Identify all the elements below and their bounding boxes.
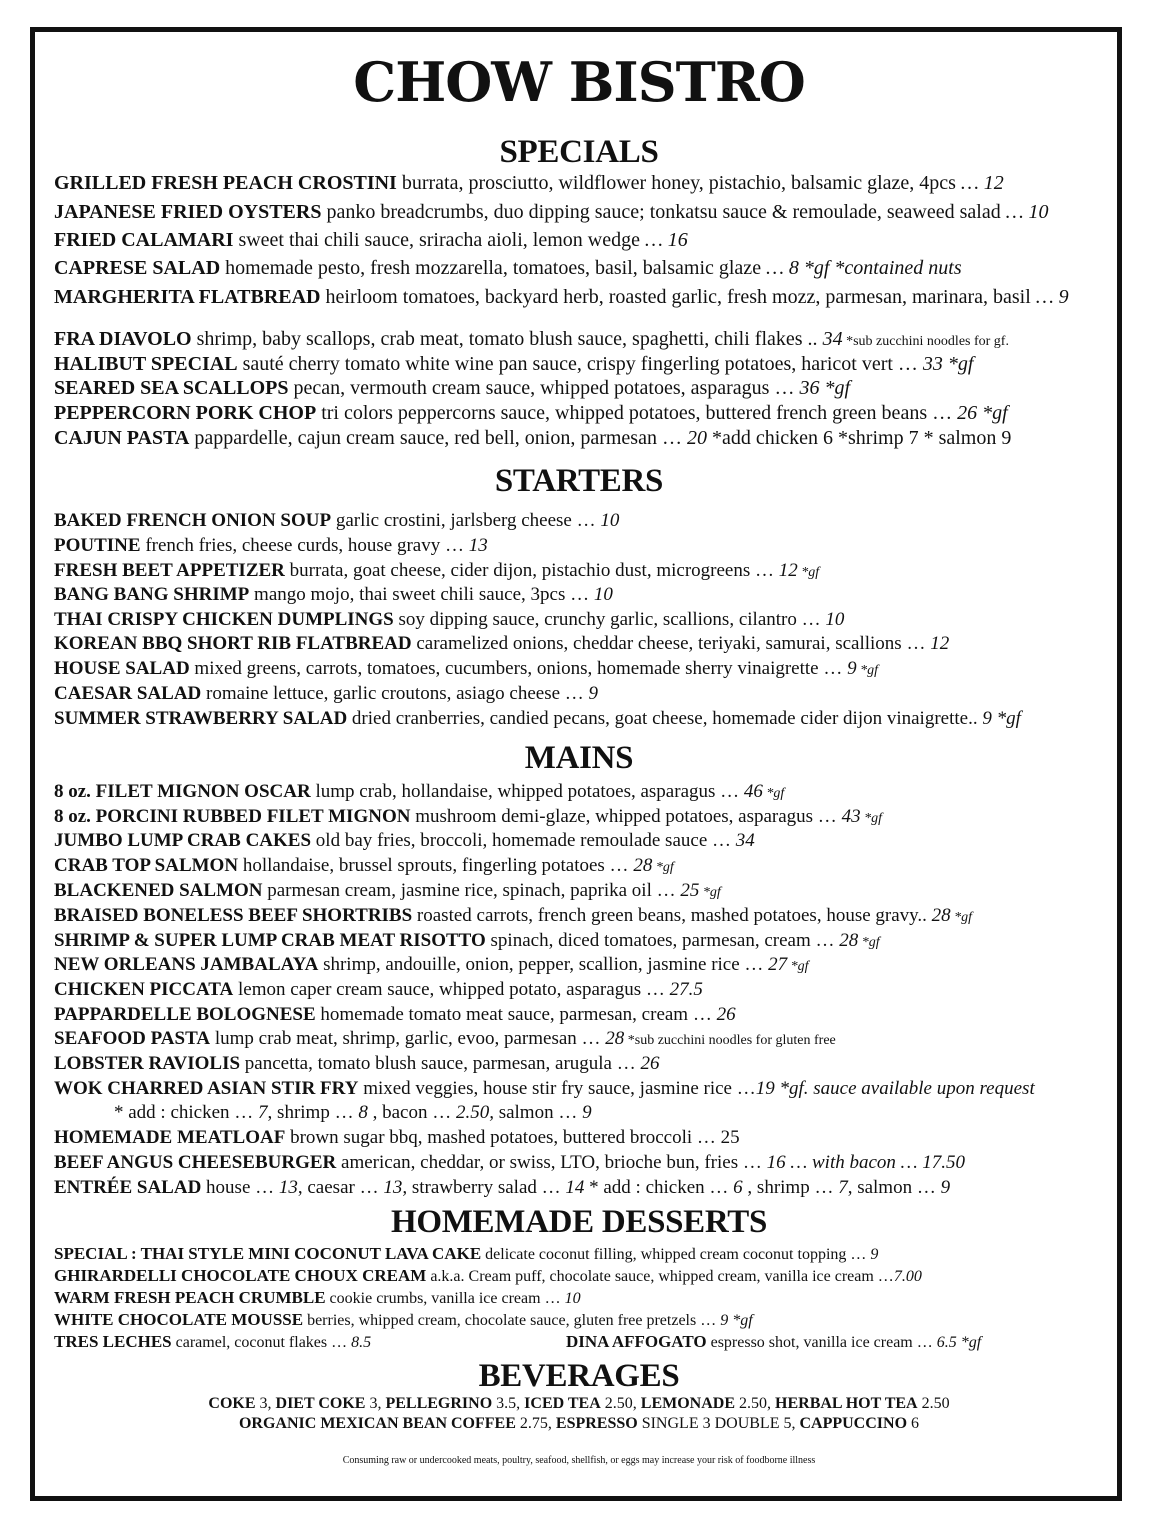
item-price: 28 bbox=[605, 1028, 625, 1049]
item-description: caramel, coconut flakes … bbox=[171, 1334, 352, 1351]
item-price: 46 bbox=[743, 781, 763, 802]
item-description: strawberry salad … bbox=[407, 1177, 566, 1198]
item-name: THAI CRISPY CHICKEN DUMPLINGS bbox=[54, 609, 394, 630]
item-note: *sub zucchini noodles for gluten free bbox=[624, 1033, 836, 1048]
item-name: HALIBUT SPECIAL bbox=[54, 353, 238, 375]
restaurant-title: CHOW BISTRO bbox=[353, 50, 805, 114]
addon-label: , shrimp … bbox=[267, 1102, 359, 1123]
item-price: 9 bbox=[847, 658, 857, 679]
item-price: 16 … with bacon … 17.50 bbox=[766, 1152, 966, 1173]
beverage-name: ORGANIC MEXICAN BEAN COFFEE bbox=[238, 1415, 516, 1432]
item-description: spinach, diced tomatoes, parmesan, cream … bbox=[485, 930, 840, 951]
item-name: 8 oz. FILET MIGNON OSCAR bbox=[54, 781, 311, 802]
gluten-free-mark: *gf bbox=[652, 860, 674, 875]
item-name: GHIRARDELLI CHOCOLATE CHOUX CREAM bbox=[54, 1266, 427, 1285]
item-name: PEPPERCORN PORK CHOP bbox=[54, 402, 317, 424]
item-name: WOK CHARRED ASIAN STIR FRY bbox=[54, 1078, 359, 1099]
item-description: american, cheddar, or swiss, LTO, brioche bun, fries … bbox=[336, 1152, 767, 1173]
beverage-name: DIET COKE bbox=[275, 1395, 366, 1412]
gluten-free-mark: *gf bbox=[858, 935, 880, 950]
menu-item bbox=[54, 200, 1049, 224]
item-name: CHICKEN PICCATA bbox=[54, 979, 234, 1000]
menu-item bbox=[54, 854, 674, 880]
addon-price: 8 bbox=[358, 1102, 368, 1123]
menu-item bbox=[54, 401, 1008, 425]
item-name: WARM FRESH PEACH CRUMBLE bbox=[54, 1288, 326, 1307]
item-description: homemade pesto, fresh mozzarella, tomatoes, basil, balsamic glaze bbox=[220, 257, 767, 279]
menu-item bbox=[54, 1003, 736, 1027]
item-description: mango mojo, thai sweet chili sauce, 3pcs … bbox=[249, 584, 594, 605]
item-price: 9 bbox=[588, 683, 599, 704]
menu-item bbox=[54, 953, 809, 979]
item-description: tri colors peppercorns sauce, whipped potatoes, buttered french green beans … bbox=[316, 402, 958, 424]
menu-item bbox=[54, 657, 878, 683]
item-description: , shrimp … bbox=[742, 1177, 839, 1198]
item-description: cookie crumbs, vanilla ice cream … bbox=[325, 1290, 565, 1307]
item-description: pappardelle, cajun cream sauce, red bell, onion, parmesan … bbox=[189, 427, 687, 449]
beverage-price: 2.50, bbox=[735, 1395, 776, 1412]
item-description: burrata, prosciutto, wildflower honey, pistachio, balsamic glaze, 4pcs bbox=[396, 172, 961, 194]
beverage-price: 2.50, bbox=[600, 1395, 641, 1412]
item-price: 27 bbox=[768, 954, 788, 975]
item-price: 36 *gf bbox=[799, 377, 851, 399]
item-name: WHITE CHOCOLATE MOUSSE bbox=[54, 1310, 304, 1329]
item-price: … 9 bbox=[1035, 286, 1069, 308]
beverage-name: PELLEGRINO bbox=[385, 1395, 493, 1412]
item-description: roasted carrots, french green beans, mashed potatoes, house gravy.. bbox=[412, 905, 932, 926]
menu-item bbox=[566, 1331, 981, 1353]
menu-item bbox=[54, 285, 1069, 309]
item-description: a.k.a. Cream puff, chocolate sauce, whipped cream, vanilla ice cream … bbox=[426, 1268, 894, 1285]
item-description: french fries, cheese curds, house gravy … bbox=[140, 535, 469, 556]
gluten-free-mark: *gf bbox=[860, 811, 882, 826]
item-description: , salmon … bbox=[847, 1177, 941, 1198]
menu-item bbox=[54, 1126, 740, 1150]
menu-item bbox=[54, 632, 949, 656]
item-description: lemon caper cream sauce, whipped potato, asparagus … bbox=[233, 979, 670, 1000]
beverage-name: CAPPUCCINO bbox=[799, 1415, 908, 1432]
item-name: CAESAR SALAD bbox=[54, 683, 202, 704]
menu-item bbox=[54, 1243, 878, 1265]
item-name: TRES LECHES bbox=[54, 1332, 172, 1351]
item-price: 26 bbox=[640, 1053, 660, 1074]
beverage-price: SINGLE 3 DOUBLE 5, bbox=[637, 1415, 800, 1432]
item-description: hollandaise, brussel sprouts, fingerling potatoes … bbox=[238, 855, 634, 876]
item-price: 13 bbox=[468, 535, 488, 556]
item-name: NEW ORLEANS JAMBALAYA bbox=[54, 954, 319, 975]
menu-item bbox=[54, 583, 613, 607]
beverage-name: COKE bbox=[208, 1395, 256, 1412]
item-description: garlic crostini, jarlsberg cheese … bbox=[331, 510, 601, 531]
beverage-name: HERBAL HOT TEA bbox=[775, 1395, 918, 1412]
item-name: POUTINE bbox=[54, 535, 141, 556]
item-name: LOBSTER RAVIOLIS bbox=[54, 1053, 241, 1074]
menu-item bbox=[54, 376, 850, 400]
item-price: 28 bbox=[839, 930, 859, 951]
item-price: … 10 bbox=[1005, 201, 1049, 223]
item-description: mushroom demi-glaze, whipped potatoes, asparagus … bbox=[410, 806, 842, 827]
addon-label: salmon … bbox=[493, 1102, 583, 1123]
item-description: burrata, goat cheese, cider dijon, pistachio dust, microgreens … bbox=[284, 560, 779, 581]
item-name: CRAB TOP SALMON bbox=[54, 855, 239, 876]
section-heading-desserts: HOMEMADE DESSERTS bbox=[390, 1204, 768, 1240]
item-description: espresso shot, vanilla ice cream … bbox=[706, 1334, 937, 1351]
item-name: 8 oz. PORCINI RUBBED FILET MIGNON bbox=[54, 806, 411, 827]
item-description: soy dipping sauce, crunchy garlic, scallions, cilantro … bbox=[393, 609, 826, 630]
menu-item bbox=[54, 707, 1021, 731]
item-price: 26 bbox=[716, 1004, 736, 1025]
item-price: 9 bbox=[870, 1246, 879, 1263]
gluten-free-mark: *gf bbox=[950, 910, 973, 925]
item-name: SUMMER STRAWBERRY SALAD bbox=[54, 708, 348, 729]
item-description: shrimp, baby scallops, crab meat, tomato blush sauce, spaghetti, chili flakes .. bbox=[191, 328, 823, 350]
item-name: JAPANESE FRIED OYSTERS bbox=[54, 201, 322, 223]
item-price: 20 bbox=[686, 427, 707, 449]
gluten-free-mark: *gf bbox=[856, 663, 878, 678]
item-description: * add : chicken … bbox=[584, 1177, 734, 1198]
item-description: house … bbox=[201, 1177, 279, 1198]
item-price: 8.5 bbox=[351, 1334, 372, 1351]
item-name: SHRIMP & SUPER LUMP CRAB MEAT RISOTTO bbox=[54, 930, 486, 951]
gluten-free-mark: *gf bbox=[797, 565, 820, 580]
item-name: FRESH BEET APPETIZER bbox=[54, 560, 285, 581]
item-description: romaine lettuce, garlic croutons, asiago cheese … bbox=[201, 683, 589, 704]
item-description: homemade tomato meat sauce, parmesan, cream … bbox=[315, 1004, 717, 1025]
gluten-free-mark: *gf bbox=[787, 959, 809, 974]
item-price: 28 bbox=[931, 905, 951, 926]
item-price: 10 bbox=[564, 1290, 581, 1307]
beverage-price: 3.5, bbox=[492, 1395, 525, 1412]
beverage-price: 3, bbox=[365, 1395, 386, 1412]
item-name: BLACKENED SALMON bbox=[54, 880, 263, 901]
item-description: old bay fries, broccoli, homemade remoulade sauce … bbox=[311, 830, 736, 851]
item-name: ENTRÉE SALAD bbox=[54, 1177, 202, 1198]
item-description: panko breadcrumbs, duo dipping sauce; tonkatsu sauce & remoulade, seaweed salad bbox=[321, 201, 1006, 223]
addon-price: 7 bbox=[258, 1102, 268, 1123]
menu-item bbox=[54, 1287, 581, 1309]
menu-item bbox=[54, 1151, 965, 1175]
gluten-free-mark: *gf bbox=[762, 786, 785, 801]
item-description: delicate coconut filling, whipped cream coconut topping … bbox=[481, 1246, 871, 1263]
menu-item bbox=[54, 829, 755, 853]
item-price: 12 bbox=[930, 633, 950, 654]
menu-item bbox=[54, 1052, 659, 1076]
item-name: JUMBO LUMP CRAB CAKES bbox=[54, 830, 312, 851]
item-price: 27.5 bbox=[669, 979, 703, 1000]
item-description: lump crab, hollandaise, whipped potatoes, asparagus … bbox=[310, 781, 744, 802]
item-description: brown sugar bbq, mashed potatoes, buttered broccoli … 25 bbox=[285, 1127, 740, 1148]
menu-item bbox=[54, 879, 721, 905]
stir-fry-addons bbox=[114, 1101, 592, 1125]
item-name: SEAFOOD PASTA bbox=[54, 1028, 211, 1049]
beverage-price: 6 bbox=[907, 1415, 920, 1432]
menu-item bbox=[54, 228, 688, 252]
beverage-line bbox=[0, 1394, 1158, 1414]
item-price: 7.00 bbox=[893, 1268, 922, 1285]
menu-item bbox=[54, 805, 882, 831]
beverage-price: 2.50 bbox=[917, 1395, 950, 1412]
item-price: 28 bbox=[633, 855, 653, 876]
item-name: BRAISED BONELESS BEEF SHORTRIBS bbox=[54, 905, 413, 926]
item-description: pancetta, tomato blush sauce, parmesan, arugula … bbox=[240, 1053, 641, 1074]
item-description: berries, whipped cream, chocolate sauce, gluten free pretzels … bbox=[303, 1312, 721, 1329]
item-name: GRILLED FRESH PEACH CROSTINI bbox=[54, 172, 397, 194]
menu-item bbox=[54, 1331, 371, 1353]
item-price: 10 bbox=[600, 510, 620, 531]
menu-item bbox=[54, 534, 488, 558]
item-description: mixed veggies, house stir fry sauce, jasmine rice … bbox=[358, 1078, 756, 1099]
item-price: 19 *gf. sauce available upon request bbox=[755, 1078, 1035, 1099]
addon-label: * add : chicken … bbox=[114, 1102, 259, 1123]
gluten-free-mark: *gf bbox=[699, 885, 721, 900]
item-price: 6 bbox=[733, 1177, 743, 1198]
item-price: 34 bbox=[735, 830, 755, 851]
item-name: CAPRESE SALAD bbox=[54, 257, 221, 279]
item-price: … 16 bbox=[644, 229, 688, 251]
addon-price: 9 bbox=[582, 1102, 592, 1123]
item-name: CAJUN PASTA bbox=[54, 427, 190, 449]
item-name: BAKED FRENCH ONION SOUP bbox=[54, 510, 332, 531]
item-price: 10 bbox=[825, 609, 845, 630]
menu-item bbox=[54, 1265, 922, 1287]
beverage-name: ESPRESSO bbox=[555, 1415, 638, 1432]
item-price: 25 bbox=[680, 880, 700, 901]
item-name: FRIED CALAMARI bbox=[54, 229, 234, 251]
item-name: BANG BANG SHRIMP bbox=[54, 584, 250, 605]
item-price: 12 bbox=[778, 560, 798, 581]
item-name: SEARED SEA SCALLOPS bbox=[54, 377, 289, 399]
menu-item bbox=[54, 929, 880, 955]
beverage-price: 3, bbox=[255, 1395, 276, 1412]
item-price: 9 *gf bbox=[720, 1312, 753, 1329]
menu-item bbox=[54, 256, 962, 280]
item-description: sweet thai chili sauce, sriracha aioli, lemon wedge bbox=[233, 229, 645, 251]
item-name: PAPPARDELLE BOLOGNESE bbox=[54, 1004, 316, 1025]
item-name: SPECIAL : THAI STYLE MINI COCONUT LAVA CAKE bbox=[54, 1244, 482, 1263]
item-description: shrimp, andouille, onion, pepper, scallion, jasmine rice … bbox=[318, 954, 769, 975]
item-description: mixed greens, carrots, tomatoes, cucumbers, onions, homemade sherry vinaigrette … bbox=[189, 658, 848, 679]
item-price: 43 bbox=[841, 806, 861, 827]
item-price: 14 bbox=[565, 1177, 585, 1198]
item-name: MARGHERITA FLATBREAD bbox=[54, 286, 321, 308]
beverage-name: LEMONADE bbox=[640, 1395, 736, 1412]
item-description: dried cranberries, candied pecans, goat cheese, homemade cider dijon vinaigrette.. bbox=[347, 708, 983, 729]
item-description: , caesar … bbox=[297, 1177, 384, 1198]
item-note: *sub zucchini noodles for gf. bbox=[842, 334, 1009, 349]
item-name: HOMEMADE MEATLOAF bbox=[54, 1127, 286, 1148]
item-addons: *add chicken 6 *shrimp 7 * salmon 9 bbox=[706, 427, 1012, 449]
section-heading-beverages: BEVERAGES bbox=[478, 1358, 680, 1394]
menu-item bbox=[54, 1309, 753, 1331]
beverage-name: ICED TEA bbox=[524, 1395, 601, 1412]
menu-item bbox=[54, 1176, 950, 1200]
section-heading-mains: MAINS bbox=[524, 740, 634, 776]
beverage-line bbox=[0, 1414, 1158, 1434]
item-price: 33 *gf bbox=[922, 353, 974, 375]
menu-item bbox=[54, 1077, 1035, 1101]
menu-item bbox=[54, 978, 703, 1002]
item-price: 6.5 *gf bbox=[936, 1334, 982, 1351]
addon-price: 2.50, bbox=[455, 1102, 494, 1123]
item-price: 13, bbox=[383, 1177, 408, 1198]
item-description: parmesan cream, jasmine rice, spinach, paprika oil … bbox=[262, 880, 681, 901]
item-description: lump crab meat, shrimp, garlic, evoo, parmesan … bbox=[210, 1028, 606, 1049]
item-price: … 12 bbox=[960, 172, 1004, 194]
menu-item bbox=[54, 327, 1009, 354]
section-heading-starters: STARTERS bbox=[494, 463, 664, 499]
item-price: 34 bbox=[822, 328, 843, 350]
item-price: 10 bbox=[593, 584, 613, 605]
item-price: 7 bbox=[838, 1177, 848, 1198]
item-name: DINA AFFOGATO bbox=[566, 1332, 707, 1351]
menu-item bbox=[54, 559, 819, 585]
item-price: 9 bbox=[940, 1177, 951, 1198]
item-description: heirloom tomatoes, backyard herb, roasted garlic, fresh mozz, parmesan, marinara, basil bbox=[320, 286, 1036, 308]
item-name: HOUSE SALAD bbox=[54, 658, 190, 679]
addon-label: , bacon … bbox=[367, 1102, 456, 1123]
item-description: pecan, vermouth cream sauce, whipped potatoes, asparagus … bbox=[288, 377, 800, 399]
item-name: BEEF ANGUS CHEESEBURGER bbox=[54, 1152, 337, 1173]
menu-item bbox=[54, 780, 784, 806]
menu-item bbox=[54, 171, 1004, 195]
menu-item bbox=[54, 682, 598, 706]
item-description: caramelized onions, cheddar cheese, teriyaki, samurai, scallions … bbox=[411, 633, 931, 654]
item-price: 13 bbox=[278, 1177, 298, 1198]
menu-item bbox=[54, 1027, 836, 1053]
menu-item bbox=[54, 904, 972, 930]
item-price: … 8 *gf *contained nuts bbox=[766, 257, 962, 279]
menu-item bbox=[54, 426, 1011, 450]
beverage-price: 2.75, bbox=[515, 1415, 556, 1432]
item-price: 26 *gf bbox=[957, 402, 1008, 424]
menu-item bbox=[54, 608, 844, 632]
food-safety-disclaimer: Consuming raw or undercooked meats, poultry, seafood, shellfish, or eggs may increase your risk of foodborne illness bbox=[342, 1455, 816, 1466]
item-description: sauté cherry tomato white wine pan sauce, crispy fingerling potatoes, haricot vert … bbox=[237, 353, 923, 375]
item-name: FRA DIAVOLO bbox=[54, 328, 192, 350]
menu-item bbox=[54, 352, 973, 376]
item-name: KOREAN BBQ SHORT RIB FLATBREAD bbox=[54, 633, 412, 654]
item-price: 9 *gf bbox=[982, 708, 1021, 729]
menu-item bbox=[54, 509, 619, 533]
section-heading-specials: SPECIALS bbox=[499, 134, 659, 170]
